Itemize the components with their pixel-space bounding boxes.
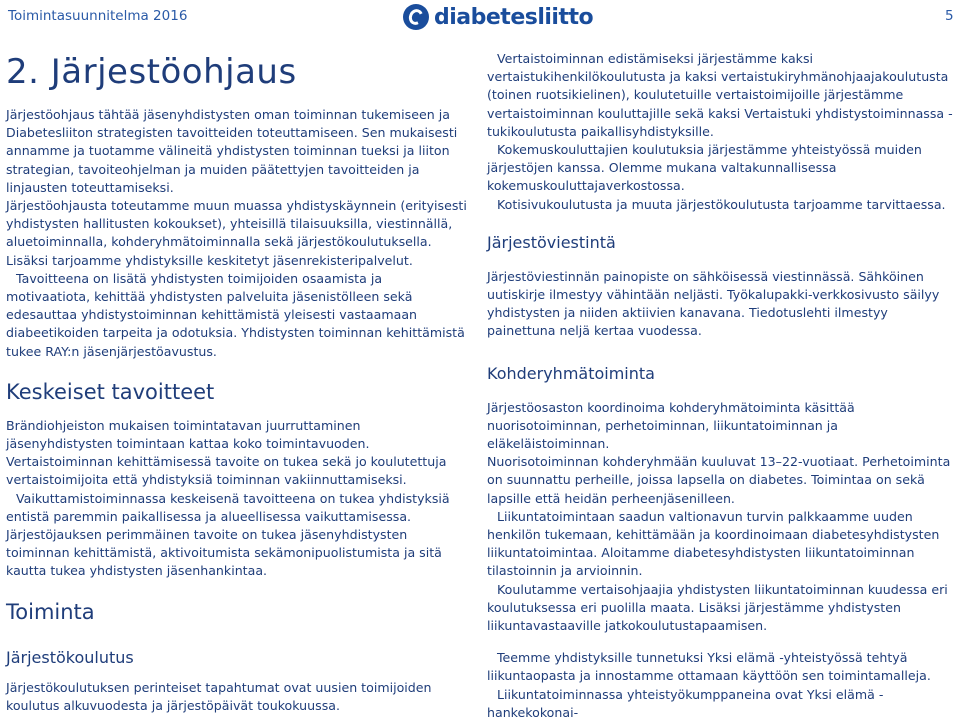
page-number: 5 (945, 8, 954, 24)
target-group-title: Kohderyhmätoiminta (487, 363, 655, 383)
document-title: Toimintasuunnitelma 2016 (8, 8, 188, 24)
intro-paragraph-3: Tavoitteena on lisätä yhdistysten toimijoiden osaamista ja motivaatiota, kehittää yhdistysten palveluita jäsenistölleen sekä edesauttaa yhdistystoiminnan kehittämistä yleisesti vastaamaan diabeetikoiden tarpeita ja odotuksia. Yhdistysten toiminnan kehittämistä tukee RAY:n jäsenjärjestöavustus. (6, 270, 465, 359)
training-cont-2: Kokemuskouluttajien koulutuksia järjestämme yhteistyössä muiden järjestöjen kanssa. Olemme mukana valtakunnallisessa kokemuskouluttajaverkostossa. (487, 142, 922, 194)
target-paragraph-6: Liikuntatoiminnassa yhteistyökumppaneina ovat Yksi elämä -hankekokonai- (487, 686, 884, 720)
training-cont-3: Kotisivukoulutusta ja muuta järjestökoulutusta tarjoamme tarvittaessa. (497, 196, 946, 212)
target-paragraph-1: Järjestöosaston koordinoima kohderyhmätoiminta käsittää nuorisotoiminnan, perhetoiminnan, liikuntatoiminnan ja eläkeläistoiminnan. (487, 399, 855, 452)
intro-paragraph-1: Järjestöohjaus tähtää jäsenyhdistysten oman toiminnan tukemiseen ja Diabetesliiton strategisten tavoitteiden toteuttamiseen. Sen mukaisesti annamme ja tuotamme välineitä yhdistysten toiminnan tueksi ja liiton strategian, tavoiteohjelman ja muiden päätettyjen tavoitteiden ja linjausten toteuttamiseksi. (6, 107, 458, 195)
goals-paragraph-1: Brändiohjeiston mukaisen toimintatavan juurruttaminen jäsenyhdistysten toimintaan kattaa koko toimintavuoden. Vertaistoiminnan kehittämisessä tavoite on tukea sekä jo koulutettuja vertaistoimijoita että yhdistyksiä toiminnan vakiinnuttamiseksi. (6, 417, 447, 488)
logo-text: diabetesliitto (434, 4, 594, 30)
right-column (487, 50, 957, 722)
section-activity-title: Toiminta (6, 599, 95, 624)
intro-paragraph-2: Järjestöohjausta toteutamme muun muassa yhdistyskäynnein (erityisesti yhdistysten hallitusten kokoukset), yhteisillä tilaisuuksilla, viestinnällä, aluetoiminnalla, kohderyhmätoiminnalla sekä järjestökoulutuksella. Lisäksi tarjoamme yhdistyksille keskitetyt jäsenrekisteripalvelut. (6, 198, 467, 268)
section-goals-title: Keskeiset tavoitteet (6, 379, 215, 404)
page-header (0, 0, 960, 34)
target-paragraph-2: Nuorisotoiminnan kohderyhmään kuuluvat 13–22-vuotiaat. Perhetoiminta on suunnattu perheille, joissa lapsella on diabetes. Toimintaa on sekä lapsille että heidän perheenjäsenilleen. (487, 454, 951, 506)
communication-title: Järjestöviestintä (487, 232, 616, 252)
diabetesliitto-logo (403, 4, 593, 30)
communication-paragraph: Järjestöviestinnän painopiste on sähköisessä viestinnässä. Sähköinen uutiskirje ilmestyy vähintään neljästi. Työkalupakki-verkkosivusto säilyy yhdistysten ja niiden aktiivien kanavana. Tiedotuslehti ilmestyy painettuna neljä kertaa vuodessa. (487, 268, 940, 339)
target-paragraph-3: Liikuntatoimintaan saadun valtionavun turvin palkkaamme uuden henkilön tukemaan, kehittämään ja koordinoimaan diabetesyhdistysten liikuntatoimintaa. Aloitamme diabetesyhdistysten liikuntatoiminnan tilastoinnin ja arvioinnin. (487, 508, 940, 579)
logo-mark-icon (403, 4, 429, 30)
left-column (6, 44, 468, 715)
goals-paragraph-2: Vaikuttamistoiminnassa keskeisenä tavoitteena on tukea yhdistyksiä entistä paremmin paikallisessa ja alueellisessa vaikuttamisessa. Järjestöjauksen perimmäinen tavoite on tukea jäsenyhdistysten toiminnan kehittämistä, aktivoitumista sekämonipuolistumista ja sitä kautta tukea yhdistysten jäsenhankintaa. (6, 490, 450, 579)
training-cont-1: Vertaistoiminnan edistämiseksi järjestämme kaksi vertaistukihenkilökoulutusta ja kaksi vertaistukiryhmänohjaajakoulutusta (toinen ruotsikielinen), koulutetuille vertaistoimijoille järjestämme vertaistoiminnan kouluttajille sekä kaksi Vertaistuki yhdistystoiminnassa -tukikoulutusta paikallisyhdistyksille. (487, 51, 953, 139)
training-subtitle: Järjestökoulutus (6, 647, 134, 667)
chapter-title: 2. Järjestöohjaus (6, 52, 297, 92)
training-paragraph: Järjestökoulutuksen perinteiset tapahtumat ovat uusien toimijoiden koulutus alkuvuodesta ja järjestöpäivät toukokuussa. (6, 679, 432, 713)
target-paragraph-5: Teemme yhdistyksille tunnetuksi Yksi elämä -yhteistyössä tehtyä liikuntaopasta ja innostamme ottamaan käyttöön sen toimintamalleja. (487, 650, 931, 684)
target-paragraph-4: Koulutamme vertaisohjaajia yhdistysten liikuntatoiminnan kuudessa eri koulutuksessa eri puolilla maata. Lisäksi järjestämme yhdistysten liikuntavastaaville jatkokoulutustapaamisen. (487, 581, 948, 634)
